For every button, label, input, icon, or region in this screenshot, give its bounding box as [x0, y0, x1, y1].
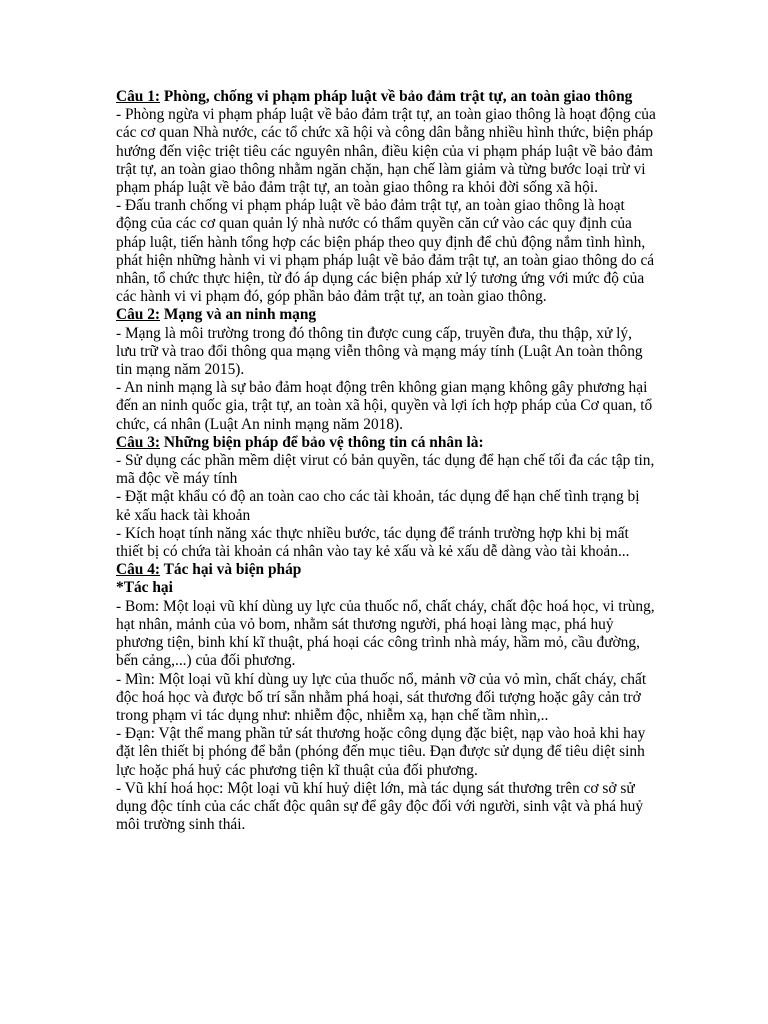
- question-label: Câu 3:: [116, 433, 161, 451]
- paragraph: - Mìn: Một loại vũ khí dùng uy lực của thuốc nổ, mảnh vỡ của vỏ mìn, chất cháy, chất độc hoá học và được bố trí sẵn nhằm phá hoại, sát thương đối tượng hoặc gây cản trở trong phạm vi tác dụng như: nhiễm độc, nhiễm xạ, hạn chế tầm nhìn,..: [116, 670, 647, 724]
- paragraph: - Vũ khí hoá học: Một loại vũ khí huỷ diệt lớn, mà tác dụng sát thương trên cơ sở sử dụng độc tính của các chất độc quân sự để gây độc đối với người, sinh vật và phá huỷ môi trường sinh thái.: [116, 779, 644, 834]
- question-title: Mạng và an ninh mạng: [160, 306, 317, 324]
- question-title: Tác hại và biện pháp: [160, 561, 302, 579]
- question-label: Câu 1:: [116, 88, 161, 105]
- section-cau-4: [116, 561, 656, 834]
- question-title: Phòng, chống vi phạm pháp luật về bảo đảm trật tự, an toàn giao thông: [160, 88, 633, 105]
- paragraph: - An ninh mạng là sự bảo đảm hoạt động trên không gian mạng không gây phương hại đến an ninh quốc gia, trật tự, an toàn xã hội, quyền và lợi ích hợp pháp của Cơ quan, tổ chức, cá nhân (Luật An ninh mạng năm 2018).: [116, 379, 653, 433]
- section-cau-2: [116, 306, 656, 433]
- paragraph: - Đạn: Vật thể mang phần tử sát thương hoặc công dụng đặc biệt, nạp vào hoả khi hay đặt lên thiết bị phóng để bắn (phóng đến mục tiêu. Đạn được sử dụng để tiêu diệt sinh lực hoặc phá huỷ các phương tiện kĩ thuật của đối phương.: [116, 725, 646, 779]
- section-title: [116, 561, 656, 579]
- section-cau-1: [116, 88, 656, 306]
- document-page: [116, 88, 656, 834]
- paragraph: - Phòng ngừa vi phạm pháp luật về bảo đảm trật tự, an toàn giao thông là hoạt động của các cơ quan Nhà nước, các tổ chức xã hội và công dân bằng nhiều hình thức, biện pháp hướng đến việc triệt tiêu các nguyên nhân, điều kiện của vi phạm pháp luật về bảo đảm trật tự, an toàn giao thông nhằm ngăn chặn, hạn chế làm giảm và từng bước loại trừ vi phạm pháp luật về bảo đảm trật tự, an toàn giao thông ra khỏi đời sống xã hội.: [116, 106, 656, 197]
- question-label: Câu 4:: [116, 561, 161, 579]
- paragraph: - Đặt mật khẩu có độ an toàn cao cho các tài khoản, tác dụng để hạn chế tình trạng bị kẻ xấu hack tài khoản: [116, 488, 640, 524]
- paragraph: - Bom: Một loại vũ khí dùng uy lực của thuốc nổ, chất cháy, chất độc hoá học, vi trùng, hạt nhân, mảnh của vỏ bom, nhằm sát thương người, phá hoại làng mạc, phá huỷ phương tiện, binh khí kĩ thuật, phá hoại các công trình nhà máy, hầm mỏ, cầu đường, bến cảng,...) của đối phương.: [116, 597, 655, 670]
- question-title: Những biện pháp để bảo vệ thông tin cá nhân là:: [160, 433, 484, 451]
- paragraph: - Đấu tranh chống vi phạm pháp luật về bảo đảm trật tự, an toàn giao thông là hoạt động của các cơ quan quản lý nhà nước có thẩm quyền căn cứ vào các quy định của pháp luật, tiến hành tổng hợp các biện pháp theo quy định để chủ động nắm tình hình, phát hiện những hành vi vi phạm pháp luật về bảo đảm trật tự, an toàn giao thông do cá nhân, tổ chức thực hiện, từ đó áp dụng các biện pháp xử lý tương ứng với mức độ của các hành vi vi phạm đó, góp phần bảo đảm trật tự, an toàn giao thông.: [116, 197, 655, 306]
- paragraph: - Sử dụng các phần mềm diệt virut có bản quyền, tác dụng để hạn chế tối đa các tập tin, mã độc về máy tính: [116, 452, 655, 488]
- question-label: Câu 2:: [116, 306, 161, 324]
- section-title: [116, 434, 656, 452]
- section-title: [116, 88, 656, 106]
- section-title: [116, 306, 656, 324]
- paragraph: - Kích hoạt tính năng xác thực nhiều bước, tác dụng để tránh trường hợp khi bị mất thiết bị có chứa tài khoản cá nhân vào tay kẻ xấu và kẻ xấu dễ dàng vào tài khoản...: [116, 524, 630, 561]
- paragraph: - Mạng là môi trường trong đó thông tin được cung cấp, truyền đưa, thu thập, xử lý, lưu trữ và trao đổi thông qua mạng viễn thông và mạng máy tính (Luật An toàn thông tin mạng năm 2015).: [116, 324, 643, 379]
- section-cau-3: [116, 434, 656, 561]
- sub-heading: *Tác hại: [116, 579, 173, 597]
